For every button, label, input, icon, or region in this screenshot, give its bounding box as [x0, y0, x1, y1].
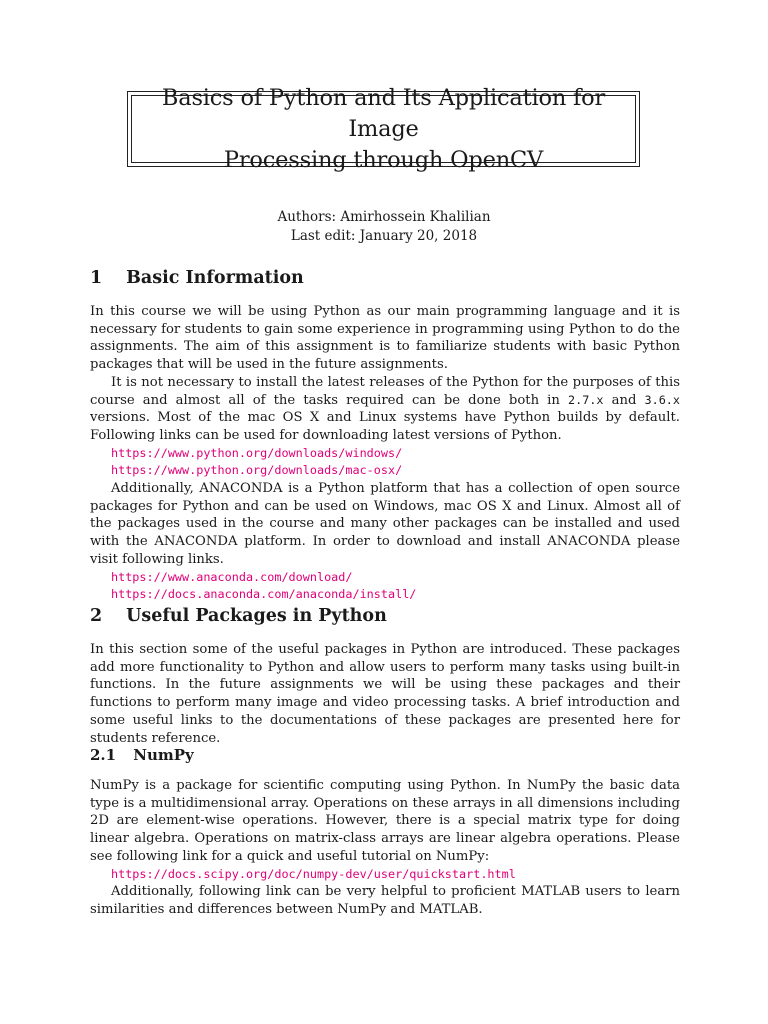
p2-text-c: versions. Most of the mac OS X and Linux systems have Python builds by default. Following links can be used for downloading latest versions of Python.: [90, 410, 680, 443]
python-mac-link[interactable]: https://www.python.org/downloads/mac-osx/: [111, 463, 403, 478]
section-1-paragraph-1: In this course we will be using Python as our main programming language and it is necessary for students to gain some experience in programming using Python to do the assignments. The aim of this assignment is to familiarize students with basic Python packages that will be used in the future assignments.: [90, 304, 680, 373]
title-line-2: Processing through OpenCV: [223, 146, 544, 173]
section-2-body: [90, 641, 680, 747]
title-frame: [127, 84, 640, 173]
section-1-number: 1: [90, 268, 103, 288]
numpy-paragraph-2: Additionally, following link can be very helpful to proficient MATLAB users to learn similarities and differences between NumPy and MATLAB.: [90, 884, 680, 917]
section-1-paragraph-3: Additionally, ANACONDA is a Python platform that has a collection of open source packages for Python and can be used on Windows, mac OS X and Linux. Almost all of the packages used in the course and many other packages can be installed and used with the ANACONDA platform. In order to download and install ANACONDA please visit following links.: [90, 481, 680, 567]
p2-text-b: and: [603, 392, 645, 408]
version-36: 3.6.x: [644, 392, 680, 407]
section-2-title: Useful Packages in Python: [126, 606, 387, 626]
section-2-paragraph-1: In this section some of the useful packages in Python are introduced. These packages add more functionality to Python and allow users to perform many tasks using built-in functions. In the future assignments we will be using these packages and their functions to perform many image and video processing tasks. A brief introduction and some useful links to the documentations of these packages are presented here for students reference.: [90, 642, 680, 746]
section-1-heading: [90, 268, 304, 288]
python-windows-link[interactable]: https://www.python.org/downloads/windows/: [111, 445, 403, 460]
numpy-paragraph-1: NumPy is a package for scientific computing using Python. In NumPy the basic data type is a multidimensional array. Operations on these arrays in all dimensions including 2D are element-wise operations. However, there is a special matrix type for doing linear algebra. Operations on matrix-class arrays are linear algebra operations. Please see following link for a quick and useful tutorial on NumPy:: [90, 778, 680, 864]
authors-line: Authors: Amirhossein Khalilian: [277, 209, 491, 225]
section-1-paragraph-2: [90, 374, 680, 445]
document-title: [131, 84, 636, 173]
anaconda-install-link[interactable]: https://docs.anaconda.com/anaconda/install/: [111, 587, 417, 602]
subsection-2-1-title: NumPy: [133, 746, 194, 764]
numpy-quickstart-link[interactable]: https://docs.scipy.org/doc/numpy-dev/user/quickstart.html: [111, 866, 516, 881]
section-1-title: Basic Information: [126, 268, 304, 288]
section-1-body: [90, 303, 680, 604]
title-line-1: Basics of Python and Its Application for Image: [161, 84, 606, 142]
last-edit-line: Last edit: January 20, 2018: [290, 228, 478, 244]
subsection-2-1-number: 2.1: [90, 746, 117, 764]
subsection-2-1-body: [90, 777, 680, 919]
subsection-2-1-heading: [90, 746, 194, 764]
section-2-heading: [90, 606, 387, 626]
section-2-number: 2: [90, 606, 103, 626]
anaconda-download-link[interactable]: https://www.anaconda.com/download/: [111, 569, 353, 584]
version-27: 2.7.x: [567, 392, 604, 407]
p2-text-a: It is not necessary to install the latest releases of the Python for the purposes of this course and almost all of the tasks required can be done both in: [90, 374, 680, 408]
